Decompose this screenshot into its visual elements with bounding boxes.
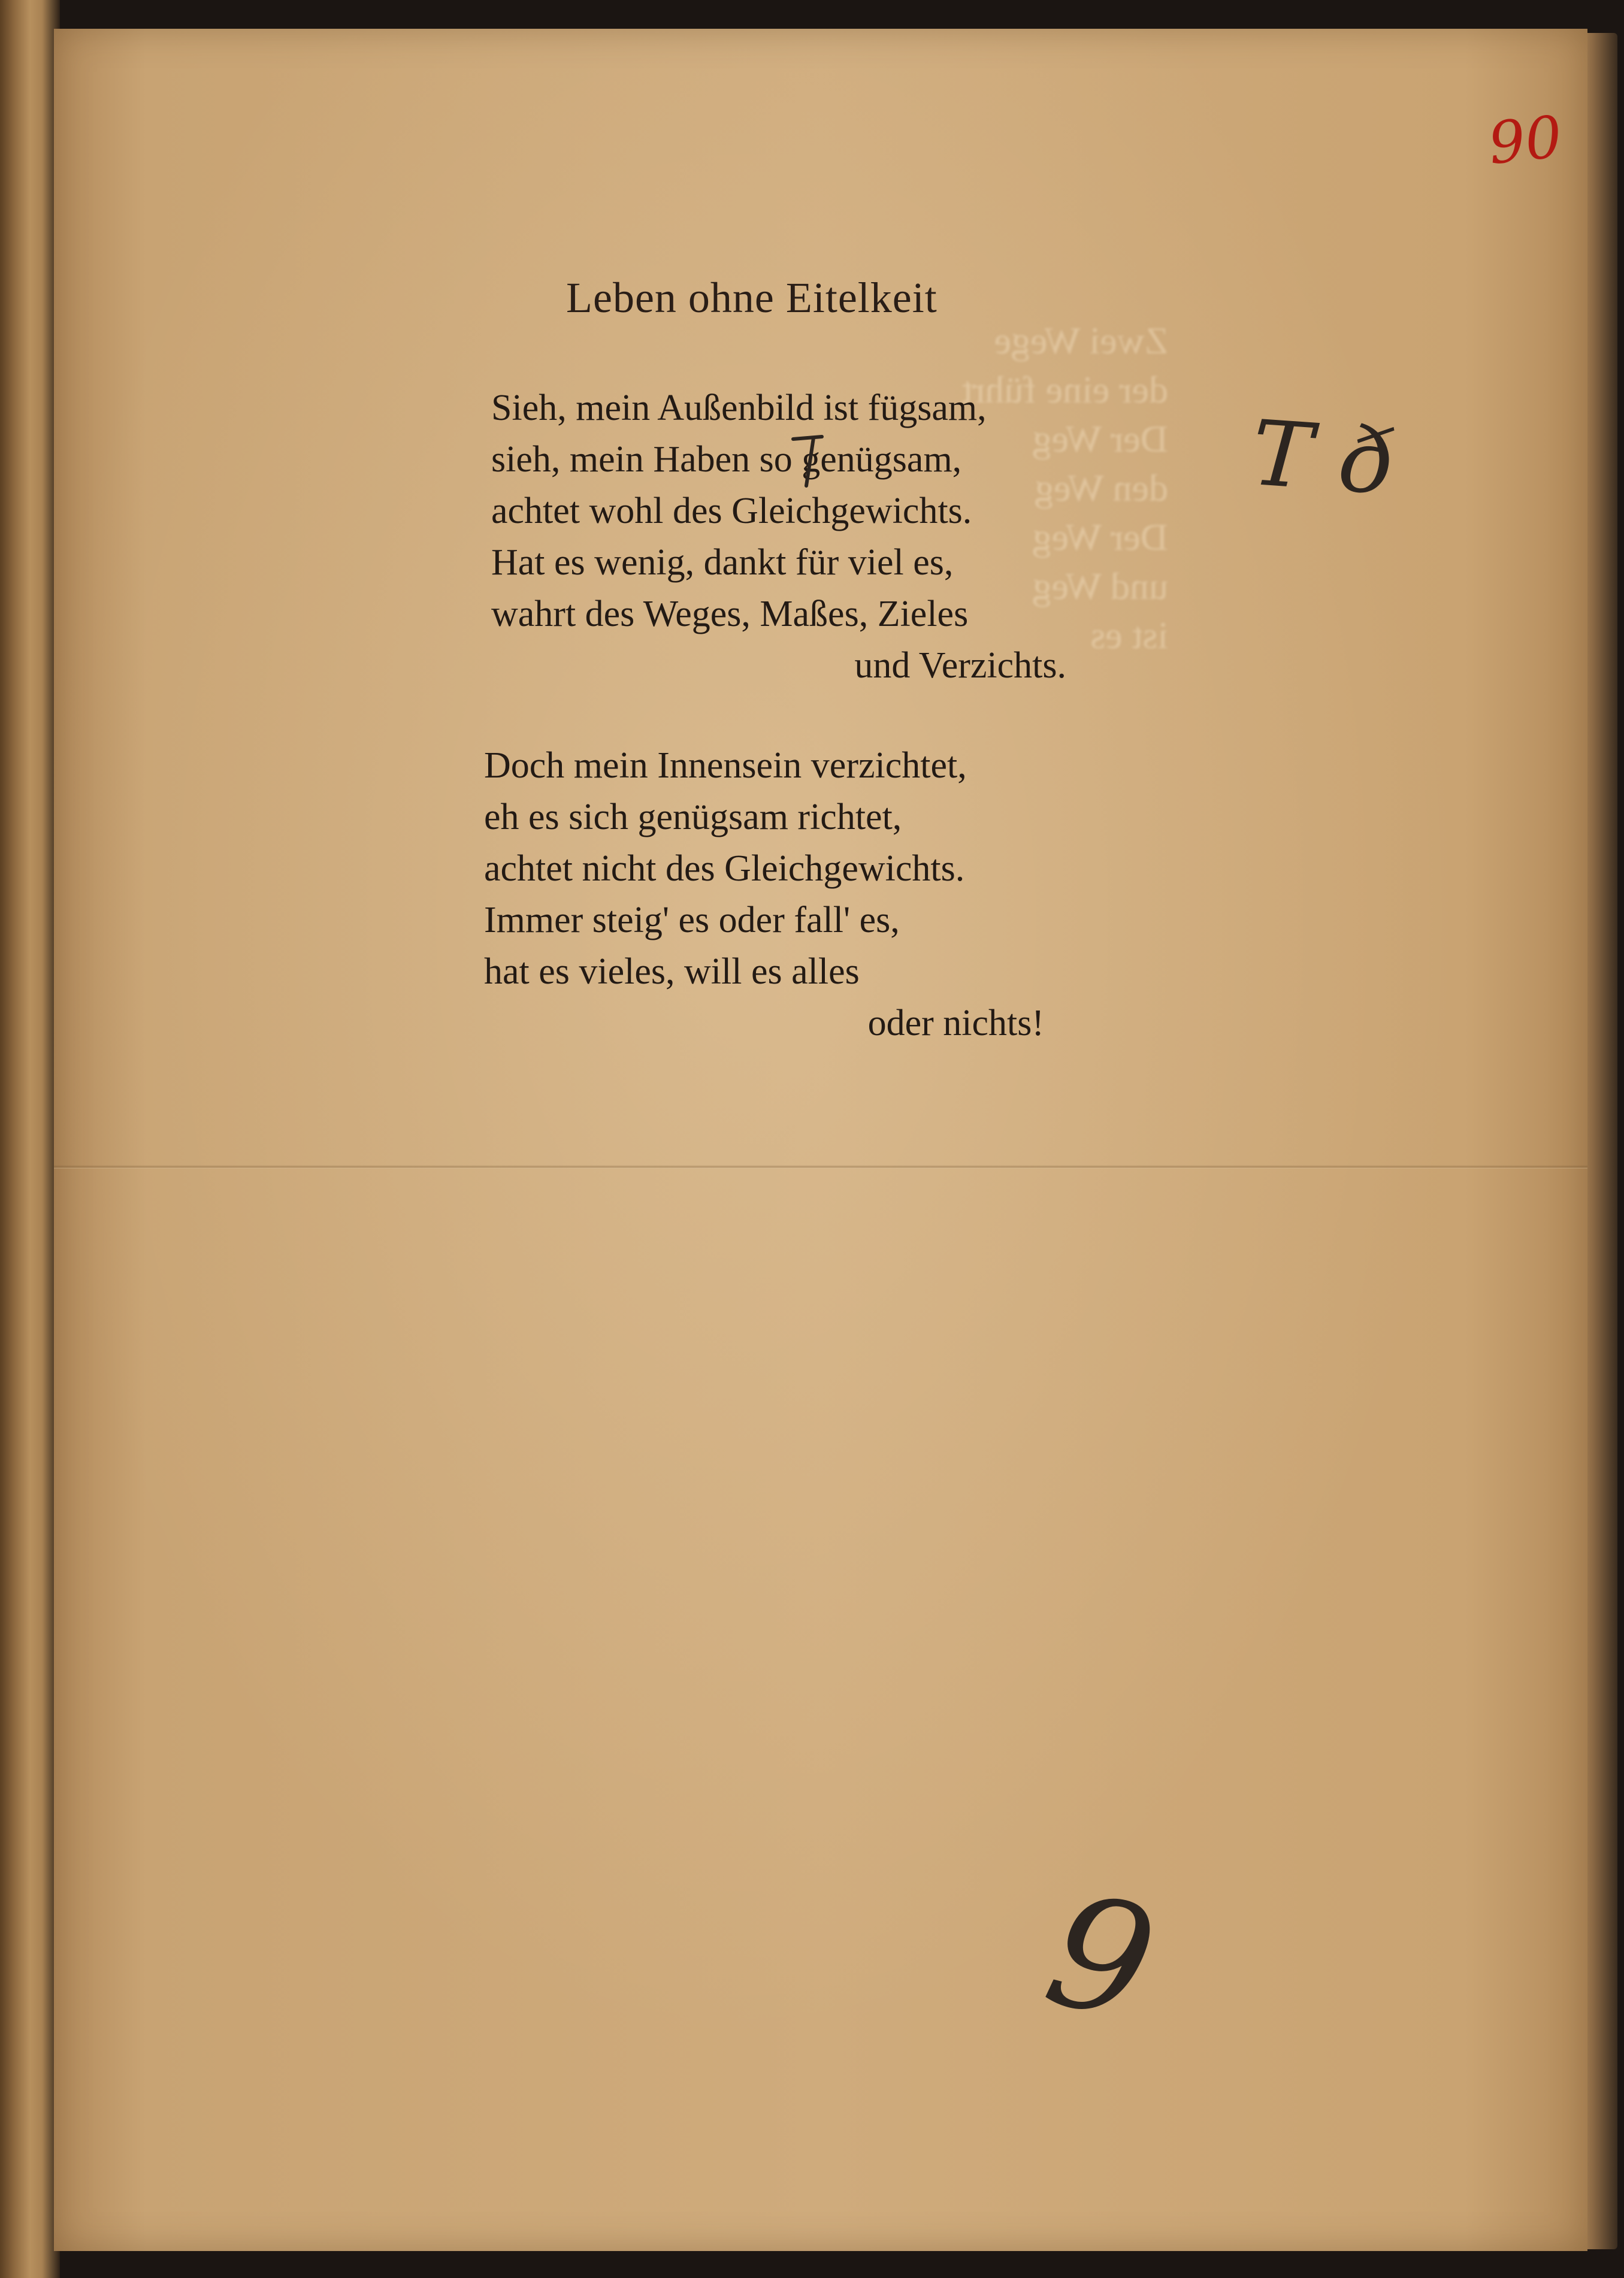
poem-title: Leben ohne Eitelkeit — [566, 274, 937, 322]
handwritten-sheet-number: 9 — [1030, 1858, 1171, 2058]
poem-stanza-1 — [491, 382, 1066, 691]
poem-line: sieh, mein Haben so genügsam, — [491, 439, 962, 480]
poem-line: hat es vieles, will es alles — [484, 951, 860, 992]
reverse-side-bleed-through: Zwei Wege der eine führt Der Weg den Weg Der Weg und Weg ist es — [961, 319, 1168, 657]
book-page — [54, 29, 1587, 2251]
poem-line: Hat es wenig, dankt für viel es, — [491, 542, 954, 583]
poem-line: oder nichts! — [867, 1003, 1044, 1043]
poem-line: wahrt des Weges, Maßes, Zieles — [491, 594, 969, 634]
poem-line: Immer steig' es oder fall' es, — [484, 900, 900, 940]
book-spine — [0, 0, 60, 2278]
poem-line: Doch mein Innensein verzichtet, — [484, 745, 967, 786]
poem-line: eh es sich genügsam richtet, — [484, 797, 902, 837]
handwritten-page-number: 90 — [1485, 102, 1565, 178]
page-fold-line — [54, 1165, 1587, 1169]
poem-line: Sieh, mein Außenbild ist fügsam, — [491, 388, 987, 428]
poem-line: und Verzichts. — [854, 645, 1066, 686]
poem-line: achtet nicht des Gleichgewichts. — [484, 848, 965, 889]
poem-stanza-2 — [484, 740, 1044, 1049]
poem-line: achtet wohl des Gleichgewichts. — [491, 491, 972, 531]
handwritten-margin-note: T ð — [1248, 401, 1398, 516]
insertion-mark-icon — [790, 433, 825, 490]
